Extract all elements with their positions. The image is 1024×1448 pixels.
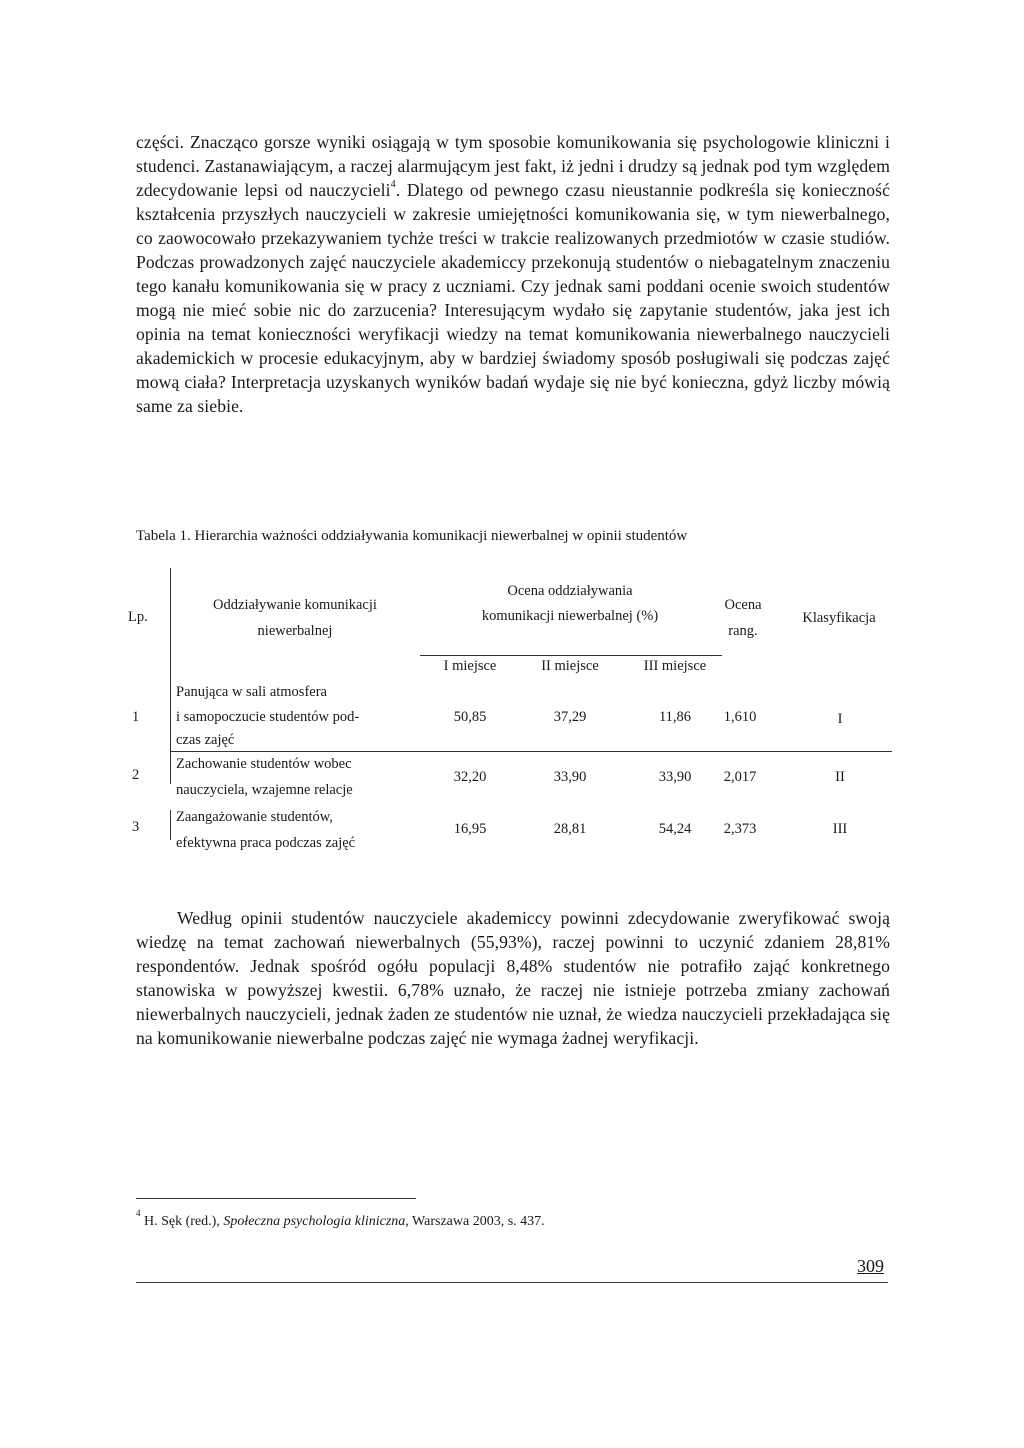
row3-factor-line2: efektywna praca podczas zajęć — [176, 835, 356, 851]
row2-place1: 32,20 — [453, 769, 487, 785]
header-classification: Klasyfikacja — [802, 610, 876, 626]
header-lp: Lp. — [128, 609, 148, 625]
row2-lp: 2 — [132, 767, 140, 783]
row1-factor-line1: Panująca w sali atmosfera — [176, 684, 327, 700]
row1-place3: 11,86 — [658, 709, 692, 725]
row3-factor-line1: Zaangażowanie studentów, — [176, 809, 333, 825]
row2-classification: II — [835, 769, 845, 785]
page-bottom-rule — [136, 1282, 888, 1283]
row2-factor-line1: Zachowanie studentów wobec — [176, 756, 352, 772]
row1-place2: 37,29 — [553, 709, 587, 725]
row2-factor-line2: nauczyciela, wzajemne relacje — [176, 782, 353, 798]
header-rank-line1: Ocena — [724, 597, 762, 613]
row3-classification: III — [832, 821, 848, 837]
footnote-ref-4: 4 — [390, 179, 396, 191]
row3-place2: 28,81 — [553, 821, 587, 837]
row3-place1: 16,95 — [453, 821, 487, 837]
footnote-rule — [136, 1198, 416, 1199]
header-place-2: II miejsce — [541, 658, 599, 674]
row1-classification: I — [837, 711, 843, 727]
page-number: 309 — [857, 1256, 884, 1276]
row1-lp: 1 — [132, 709, 140, 725]
row3-lp: 3 — [132, 819, 140, 835]
row1-factor-line2: i samopoczucie studentów pod- — [176, 709, 360, 725]
header-rating-line1: Ocena oddziaływania — [507, 583, 633, 599]
header-factor-line1: Oddziaływanie komunikacji — [213, 597, 377, 613]
row1-factor-line3: czas zajęć — [176, 732, 235, 748]
row1-place1: 50,85 — [453, 709, 487, 725]
header-rank-line2: rang. — [728, 623, 758, 639]
row2-rank: 2,017 — [723, 769, 757, 785]
header-rating-line2: komunikacji niewerbalnej (%) — [481, 608, 659, 624]
header-place-3: III miejsce — [643, 658, 707, 674]
header-factor-line2: niewerbalnej — [257, 623, 333, 639]
footnote-4: $^4$ H. Sęk (red.), Społeczna psychologia kliniczna, Warszawa 2003, s. 437. — [136, 1208, 545, 1229]
row3-rank: 2,373 — [723, 821, 757, 837]
header-place-1: I miejsce — [443, 658, 497, 674]
body-paragraph-2: Według opinii studentów nauczyciele akademiccy powinni zdecydowanie zweryfikować swoją wiedzę na temat zachowań niewerbalnych (55,93%), raczej powinni to uczynić zdaniem 28,81% respondentów. Jednak spośród ogółu populacji 8,48% studentów nie potrafiło zająć konkretnego stanowiska w powyższej kwestii. 6,78% uznało, że raczej nie istnieje potrzeba zmiany zachowań niewerbalnych nauczycieli, jednak żaden ze studentów nie uznał, że wiedza nauczycieli przekładająca się na komunikowanie niewerbalne podczas zajęć nie wymaga żadnej weryfikacji. — [136, 908, 890, 1048]
row1-rank: 1,610 — [723, 709, 757, 725]
row2-place2: 33,90 — [553, 769, 587, 785]
body-paragraph-1: części. Znacząco gorsze wyniki osiągają w tym sposobie komunikowania się psychologowie kliniczni i studenci. Zastanawiającym, a raczej alarmującym jest fakt, iż jedni i drudzy są jednak pod tym względem zdecydowanie lepsi od nauczycieli$^4$. Dlatego od pewnego czasu nieustannie podkreśla się konieczność kształcenia przyszłych nauczycieli w zakresie umiejętności komunikowania się, w tym niewerbalnego, co zaowocowało przekazywaniem tychże treści w trakcie realizowanych przedmiotów w czasie studiów. Podczas prowadzonych zajęć nauczyciele akademiccy przekonują studentów o niebagatelnym znaczeniu tego kanału komunikowania się w pracy z uczniami. Czy jednak sami poddani ocenie swoich studentów mogą nie mieć sobie nic do zarzucenia? Interesującym wydało się zapytanie studentów, jaka jest ich opinia na temat konieczności weryfikacji wiedzy na temat komunikowania niewerbalnego nauczycieli akademickich w procesie edukacyjnym, aby w bardziej świadomy sposób posługiwali się podczas zajęć mową ciała? Interpretacja uzyskanych wyników badań wydaje się nie być konieczna, gdyż liczby mówią same za siebie. — [136, 132, 890, 416]
row3-place3: 54,24 — [658, 821, 692, 837]
row2-place3: 33,90 — [658, 769, 692, 785]
table-caption: Tabela 1. Hierarchia ważności oddziaływania komunikacji niewerbalnej w opinii studentów — [136, 528, 688, 544]
